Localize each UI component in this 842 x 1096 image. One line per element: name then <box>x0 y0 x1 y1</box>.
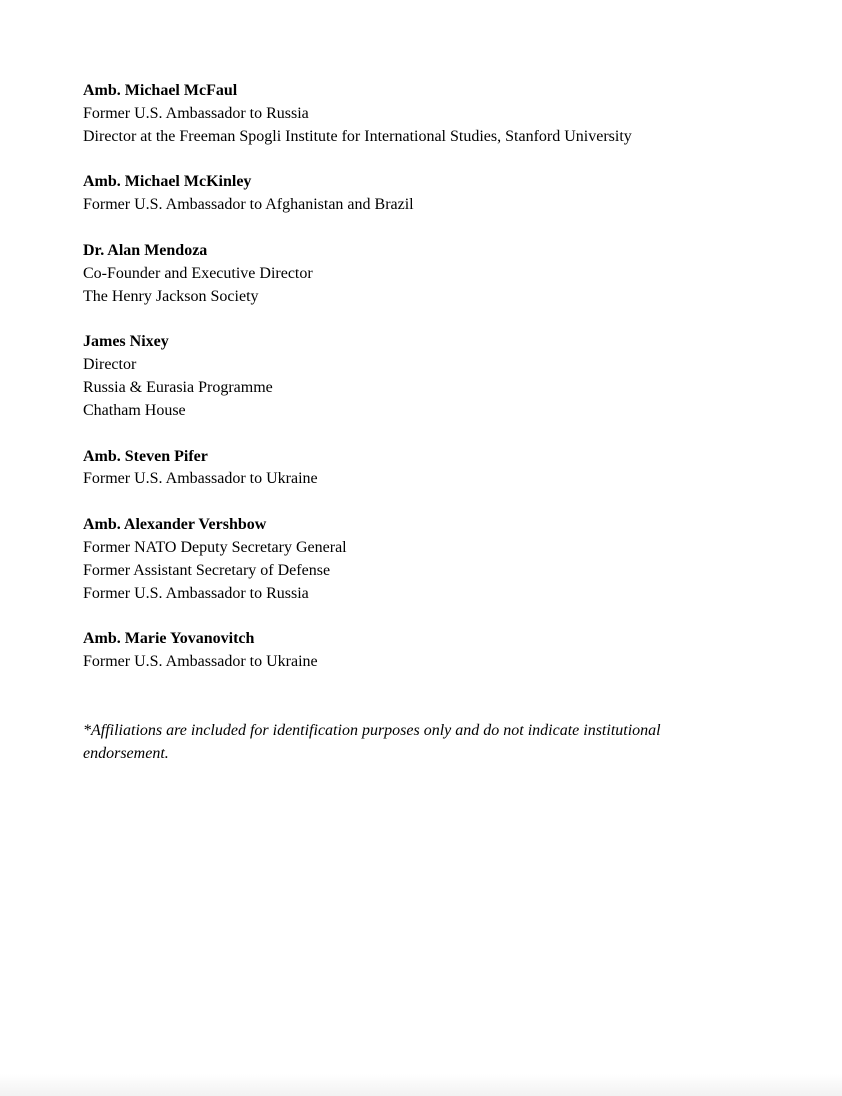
signatory-affiliation: Former U.S. Ambassador to Russia <box>83 584 309 602</box>
signatory-entry <box>83 80 783 148</box>
signatory-affiliation: Former Assistant Secretary of Defense <box>83 561 331 579</box>
signatory-entry <box>83 514 783 605</box>
affiliations-footnote: *Affiliations are included for identification purposes only and do not indicate institutional endorsement. <box>83 722 661 762</box>
signatory-affiliation: Chatham House <box>83 401 186 419</box>
signatory-name: Dr. Alan Mendoza <box>83 241 208 259</box>
signatory-name: Amb. Alexander Vershbow <box>83 516 267 534</box>
signatory-name: Amb. Michael McFaul <box>83 82 238 99</box>
signatory-name: Amb. Steven Pifer <box>83 447 208 465</box>
signatory-affiliation: Former U.S. Ambassador to Ukraine <box>83 470 318 488</box>
signatory-name: Amb. Michael McKinley <box>83 173 252 191</box>
signatory-entry <box>83 240 783 308</box>
signatory-affiliation: Former U.S. Ambassador to Ukraine <box>83 653 318 671</box>
signatory-name: James Nixey <box>83 333 169 351</box>
signatory-entry <box>83 628 783 674</box>
signatory-affiliation: Former NATO Deputy Secretary General <box>83 538 347 556</box>
signatory-entry <box>83 331 783 422</box>
page-bottom-edge <box>0 1074 842 1096</box>
signatory-affiliation: Director <box>83 356 137 374</box>
signatory-affiliation: Co-Founder and Executive Director <box>83 264 313 282</box>
signatory-affiliation: Former U.S. Ambassador to Russia <box>83 104 309 122</box>
signatory-entry <box>83 171 783 217</box>
signatory-affiliation: Director at the Freeman Spogli Institute for International Studies, Stanford University <box>83 127 632 145</box>
signatory-affiliation: Former U.S. Ambassador to Afghanistan and Brazil <box>83 196 414 214</box>
signatory-name: Amb. Marie Yovanovitch <box>83 630 255 648</box>
signatory-affiliation: The Henry Jackson Society <box>83 287 259 305</box>
signatory-list <box>83 80 783 697</box>
signatory-entry <box>83 446 783 492</box>
signatory-affiliation: Russia & Eurasia Programme <box>83 378 273 396</box>
